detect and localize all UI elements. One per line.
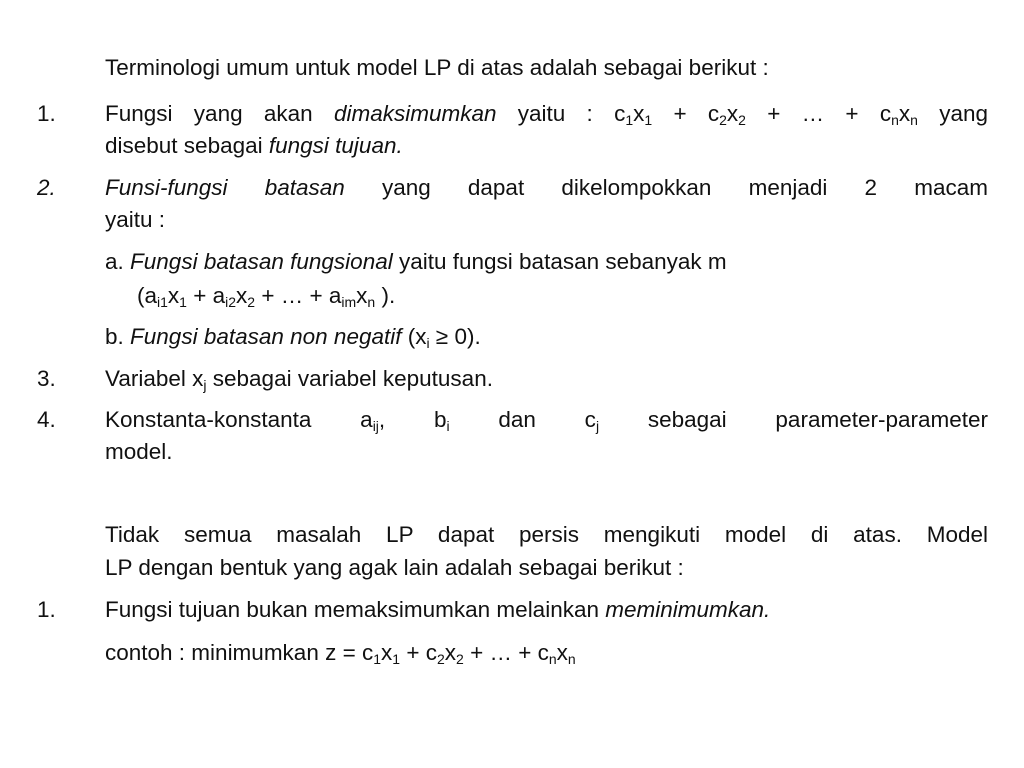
intro-text: Terminologi umum untuk model LP di atas adalah sebagai berikut : (105, 55, 769, 80)
item-1-number: 1. (37, 101, 56, 126)
item-4-line-2: model. (105, 439, 173, 464)
item-2a-formula: ($a_{i1}x_1 + a_{i2}x_2$ + … + $a_{im}x_n$ ). (137, 283, 396, 310)
item-5-line: Fungsi tujuan bukan memaksimumkan melainkan meminimumkan. (105, 597, 771, 622)
example-line: contoh : minimumkan $z = c_1x_1 + c_2x_2$ + … + $c_nx_n$ (105, 640, 576, 667)
item-2-number: 2. (37, 175, 56, 200)
item-5-number: 1. (37, 597, 56, 622)
item-2a-line-1: a. Fungsi batasan fungsional yaitu fungsi batasan sebanyak m (105, 249, 727, 274)
para-2-line-1: Tidak semua masalah LP dapat persis mengikuti model di atas. Model (105, 522, 988, 547)
item-2-line-1: Funsi-fungsi batasan yang dapat dikelompokkan menjadi 2 macam (105, 175, 988, 200)
item-2-line-2: yaitu : (105, 207, 166, 232)
item-1-line-1: Fungsi yang akan dimaksimumkan yaitu : $c_1x_1 + c_2x_2$ + … + $c_nx_n$ yang (105, 101, 988, 128)
item-4-number: 4. (37, 407, 56, 432)
item-4-line-1: Konstanta-konstanta $a_{ij}$, $b_i$ dan $c_j$ sebagai parameter-parameter (105, 407, 989, 434)
item-3-line: Variabel $x_j$ sebagai variabel keputusan. (105, 366, 493, 393)
item-1-line-2: disebut sebagai fungsi tujuan. (105, 133, 403, 158)
item-2b-line: b. Fungsi batasan non negatif $(x_i \ge 0)$. (105, 324, 481, 351)
item-3-number: 3. (37, 366, 56, 391)
para-2-line-2: LP dengan bentuk yang agak lain adalah sebagai berikut : (105, 555, 684, 580)
